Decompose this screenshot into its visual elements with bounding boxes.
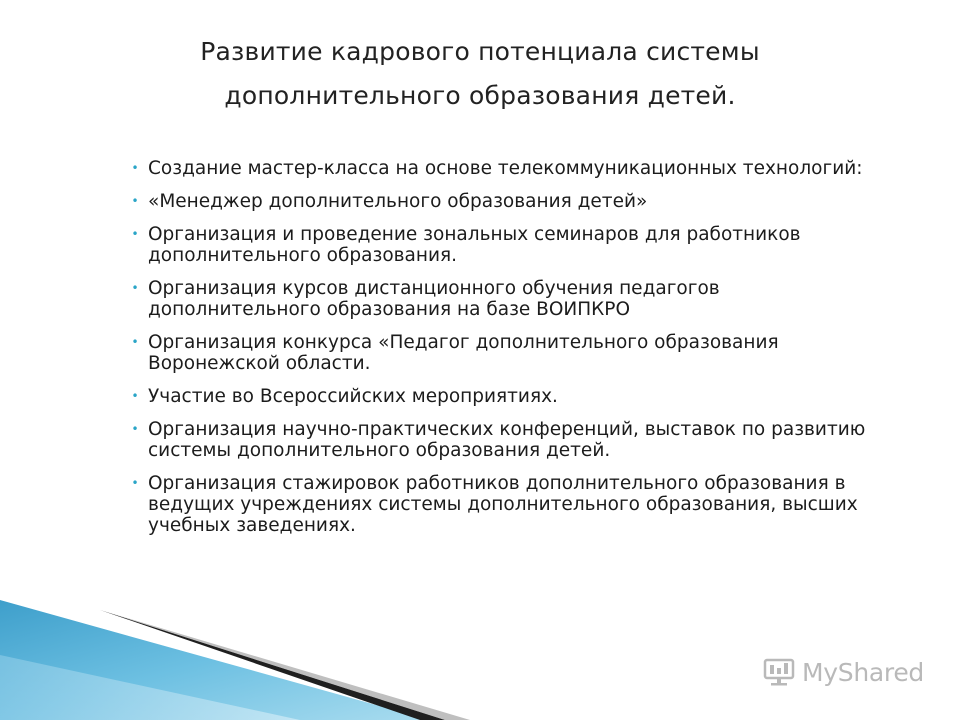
bullet-item <box>128 419 868 461</box>
bullet-text: Организация курсов дистанционного обучения педагогов дополнительного образования на базе ВОИПКРО <box>148 278 720 320</box>
bullet-icon: • <box>131 227 139 241</box>
bullet-item <box>128 278 868 320</box>
projector-screen-icon <box>762 657 796 687</box>
bullet-text: Участие во Всероссийских мероприятиях. <box>148 386 558 407</box>
bullet-icon: • <box>131 389 139 403</box>
bullet-text: Организация конкурса «Педагог дополнительного образования Воронежской области. <box>148 332 779 374</box>
bullet-icon: • <box>131 194 139 208</box>
bullet-icon: • <box>131 281 139 295</box>
bullet-item <box>128 191 868 212</box>
bullet-item <box>128 158 868 179</box>
bullet-text: Создание мастер-класса на основе телекоммуникационных технологий: <box>148 158 863 179</box>
bullet-icon: • <box>131 476 139 490</box>
title-line-1: Развитие кадрового потенциала системы <box>200 37 760 66</box>
bullet-list <box>128 158 868 548</box>
bullet-text: Организация стажировок работников дополнительного образования в ведущих учреждениях системы дополнительного образования, высших учебных заведениях. <box>148 473 858 536</box>
bullet-item <box>128 332 868 374</box>
bullet-item <box>128 224 868 266</box>
bullet-text: «Менеджер дополнительного образования детей» <box>148 191 648 212</box>
bullet-text: Организация и проведение зональных семинаров для работников дополнительного образования. <box>148 224 801 266</box>
bullet-icon: • <box>131 422 139 436</box>
bullet-icon: • <box>131 161 139 175</box>
bullet-text: Организация научно-практических конференций, выставок по развитию системы дополнительного образования детей. <box>148 419 866 461</box>
watermark-text: MyShared <box>802 657 924 687</box>
bullet-icon: • <box>131 335 139 349</box>
bullet-item <box>128 473 868 536</box>
slide-title <box>120 30 840 118</box>
bullet-item <box>128 386 868 407</box>
watermark-logo <box>762 652 932 692</box>
corner-wedge-decoration <box>0 560 960 720</box>
title-line-2: дополнительного образования детей. <box>224 81 736 110</box>
